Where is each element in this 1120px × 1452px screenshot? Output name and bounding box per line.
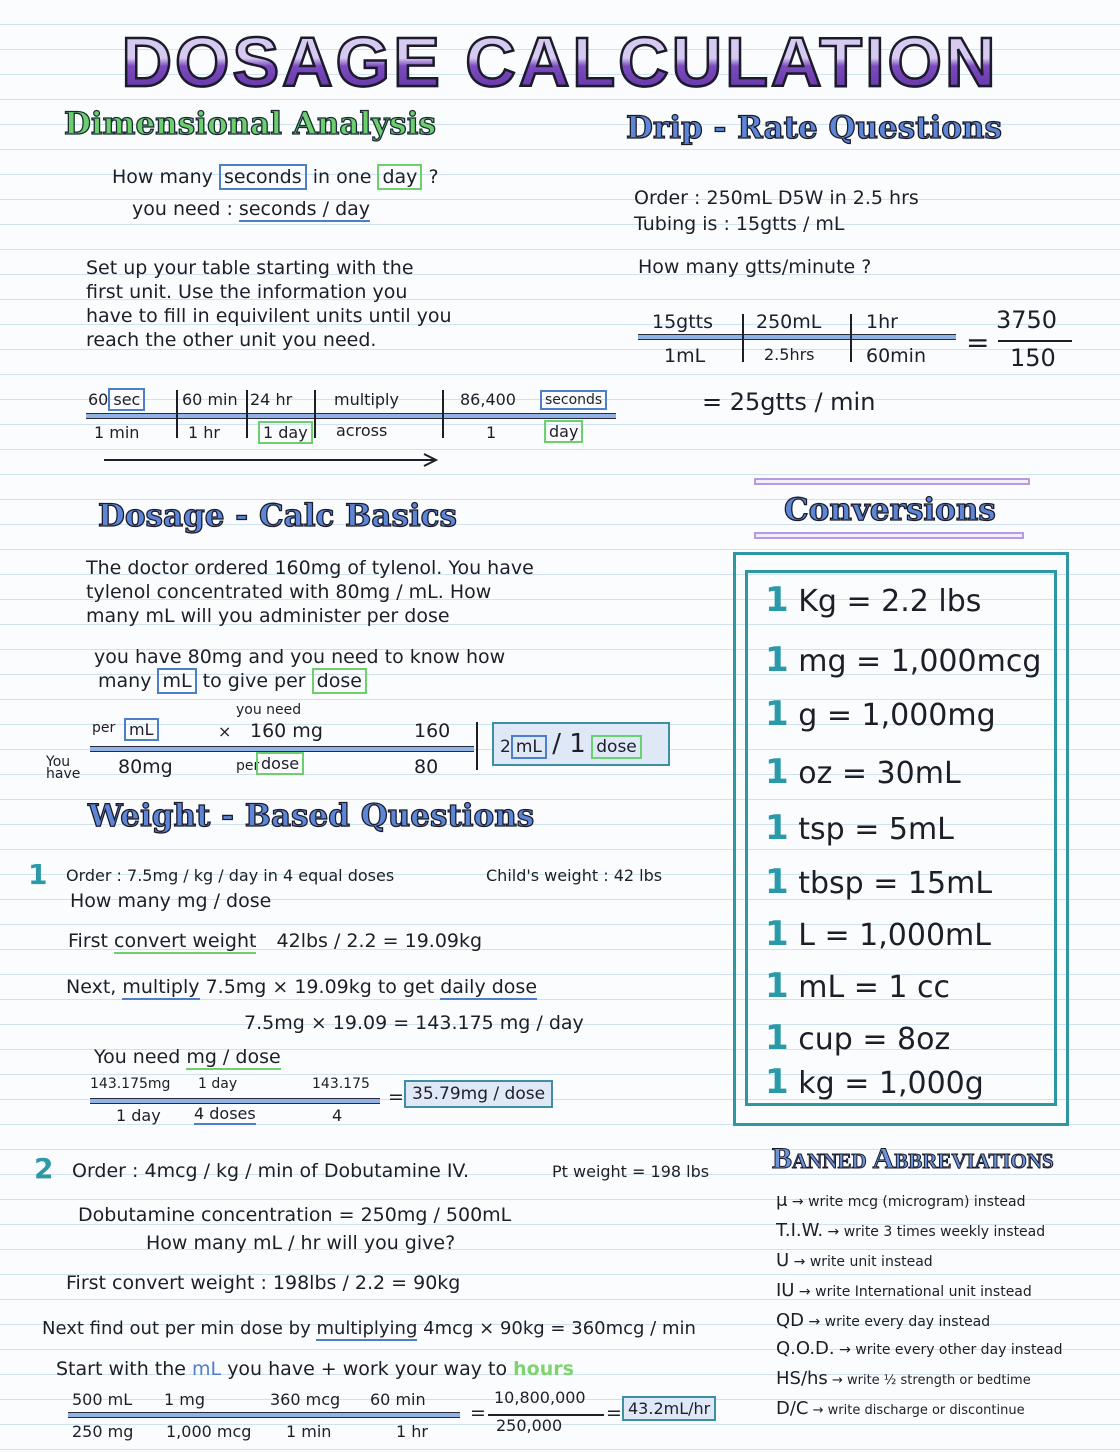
need-label: you need : [132,198,233,220]
page-title: DOSAGE CALCULATION [0,22,1120,102]
q2-top: 10,800,000 [494,1388,586,1407]
basics-you-have: You have [46,754,81,782]
q2-weight: Pt weight = 198 lbs [552,1162,710,1181]
drip-c1-bot: 1mL [664,345,706,367]
q2-first: First convert weight : 198lbs / 2.2 = 90kg [66,1272,461,1294]
problem-line: The doctor ordered 160mg of tylenol. You have [86,557,534,579]
q1-first: First convert weight 42lbs / 2.2 = 19.09kg [68,930,483,952]
q1-equals: = [388,1086,404,1108]
drip-question: How many gtts/minute ? [638,256,872,278]
drip-c3-bot: 60min [866,345,927,367]
q2-number: 2 [34,1152,54,1185]
basics-result-box: 2 mL / 1 dose [492,722,670,766]
drip-result-bot: 150 [1010,344,1056,372]
q1-f1: 143.175mg [90,1076,171,1092]
conversion-row: 1 mL = 1 cc [765,966,950,1006]
q1-order: Order : 7.5mg / kg / day in 4 equal doses [66,866,395,885]
q2-next: Next find out per min dose by multiplying 4mcg × 90kg = 360mcg / min [42,1318,696,1339]
need-value: seconds / day [238,198,371,220]
dim-cell-multiply: multiply [334,390,399,409]
q2-g7: 1 min [286,1422,332,1441]
basics-r80: 80 [414,756,439,778]
banned-item: T.I.W. → write 3 times weekly instead [776,1220,1046,1241]
drip-c3-top: 1hr [866,311,898,333]
drip-table-rule [638,334,956,340]
dim-cell-24hr: 24 hr [250,390,293,409]
conversion-row: 1 g = 1,000mg [765,694,996,734]
basics-per1: per [92,720,116,736]
basics-table-end [476,722,478,770]
q2-bot: 250,000 [496,1416,563,1435]
basics-x1: × [218,722,232,741]
drip-answer: = 25gtts / min [702,388,876,416]
q1-f5: 4 doses [194,1104,256,1123]
drip-heading: Drip - Rate Questions [626,110,1002,146]
problem-line: many mL will you administer per dose [86,605,450,627]
you-need-note: you need [236,702,302,718]
weight-heading: Weight - Based Questions [88,798,535,834]
banned-heading: Banned Abbreviations [772,1142,1054,1175]
dim-cell-day: day [544,420,583,443]
dim-cell-one: 1 [486,423,497,442]
q1-weight: Child's weight : 42 lbs [486,866,663,885]
q1-f6: 4 [332,1106,343,1125]
drip-equals: = [966,326,990,359]
basics-160mg: 160 mg [250,720,323,742]
q2-g4: 60 min [370,1390,426,1409]
dim-cell-1min: 1 min [94,423,140,442]
q1-need: You need mg / dose [94,1046,281,1068]
dim-cell-1hr: 1 hr [188,423,220,442]
conv-top-bar [754,478,1030,485]
instruction-line: have to fill in equivilent units until you [86,305,452,327]
basics-ml-box: mL [124,718,159,741]
banned-item: IU → write International unit instead [776,1280,1032,1301]
conversion-row: 1 Kg = 2.2 lbs [765,580,982,620]
drip-tubing: Tubing is : 15gtts / mL [634,213,845,235]
conversion-row: 1 tbsp = 15mL [765,862,993,902]
banned-item: QD → write every day instead [776,1310,991,1331]
dim-cell-seconds: seconds [540,390,607,410]
dim-cell-across: across [336,421,388,440]
basics-heading: Dosage - Calc Basics [98,498,457,534]
q1-f2: 1 day [198,1076,238,1092]
question-mid: in one [312,166,372,188]
dim-cell-1day: 1 day [258,421,313,444]
drip-c2-top: 250mL [756,311,822,333]
q2-start: Start with the mL you have + work your way to hours [56,1358,574,1380]
q2-g3: 360 mcg [270,1390,341,1409]
need-line [132,198,370,220]
dim-table-divider [314,390,316,438]
q2-g6: 1,000 mcg [166,1422,252,1441]
arrow-right-icon [102,452,442,468]
dim-table-divider [176,390,178,438]
dim-table-divider [442,390,444,438]
dim-cell-86400: 86,400 [460,390,516,409]
q1-f4: 1 day [116,1106,161,1125]
banned-item: Q.O.D. → write every other day instead [776,1338,1063,1359]
drip-c1-top: 15gtts [652,311,714,333]
basics-line1: you have 80mg and you need to know how [94,646,506,668]
instruction-line: Set up your table starting with the [86,257,414,279]
q2-how: How many mL / hr will you give? [146,1232,456,1254]
dim-cell-60sec: 60 sec [88,390,145,409]
banned-item: U → write unit instead [776,1250,933,1271]
instruction-line: reach the other unit you need. [86,329,377,351]
drip-result-top: 3750 [996,306,1058,334]
q1-number: 1 [28,858,48,891]
q1-f3: 143.175 [312,1076,370,1092]
basics-per2: per [236,758,260,774]
problem-line: tylenol concentrated with 80mg / mL. How [86,581,492,603]
drip-table-divider [742,314,744,362]
q2-equals1: = [470,1402,486,1424]
banned-item: D/C → write discharge or discontinue [776,1398,1025,1419]
conversion-row: 1 L = 1,000mL [765,914,991,954]
drip-result-rule [998,340,1072,342]
q1-how: How many mg / dose [70,890,272,912]
q2-g5: 250 mg [72,1422,134,1441]
q2-conc: Dobutamine concentration = 250mg / 500mL [78,1204,512,1226]
banned-item: μ → write mcg (microgram) instead [776,1190,1026,1211]
conversion-row: 1 cup = 8oz [765,1018,951,1058]
q2-g8: 1 hr [396,1422,428,1441]
dim-table-divider [246,390,248,438]
q2-g2: 1 mg [164,1390,206,1409]
basics-r160: 160 [414,720,451,742]
drip-order: Order : 250mL D5W in 2.5 hrs [634,187,919,209]
question-seconds-box: seconds [219,164,307,190]
basics-problem [86,556,534,628]
dimensional-question [112,166,439,188]
question-mark: ? [428,166,439,188]
dimensional-instructions [86,256,452,352]
basics-line2: many mL to give per dose [98,670,367,692]
q2-equals2: = [606,1402,622,1424]
instruction-line: first unit. Use the information you [86,281,408,303]
conversion-row: 1 tsp = 5mL [765,808,954,848]
dim-table-rule [86,413,616,419]
q2-g1: 500 mL [72,1390,133,1409]
dimensional-heading: Dimensional Analysis [64,106,436,142]
conv-bottom-bar [754,532,1024,539]
basics-80mg: 80mg [118,756,173,778]
q1-answer-box: 35.79mg / dose [404,1080,553,1108]
dim-cell-60min: 60 min [182,390,238,409]
q2-order: Order : 4mcg / kg / min of Dobutamine IV. [72,1160,470,1182]
conversion-row: 1 mg = 1,000mcg [765,640,1042,680]
conversion-row: 1 oz = 30mL [765,752,961,792]
question-prefix: How many [112,166,213,188]
q2-table-rule [68,1412,460,1418]
question-day-box: day [377,164,422,190]
q2-answer-box: 43.2mL/hr [622,1396,716,1421]
banned-item: HS/hs → write ½ strength or bedtime [776,1368,1031,1389]
drip-table-divider [850,314,852,362]
q1-calc: 7.5mg × 19.09 = 143.175 mg / day [244,1012,584,1034]
basics-dose-box: dose [256,752,304,775]
conversion-row: 1 kg = 1,000g [765,1062,984,1102]
conversions-heading: Conversions [784,492,996,528]
q1-next: Next, multiply 7.5mg × 19.09kg to get daily dose [66,976,538,998]
drip-c2-bot: 2.5hrs [764,345,815,364]
